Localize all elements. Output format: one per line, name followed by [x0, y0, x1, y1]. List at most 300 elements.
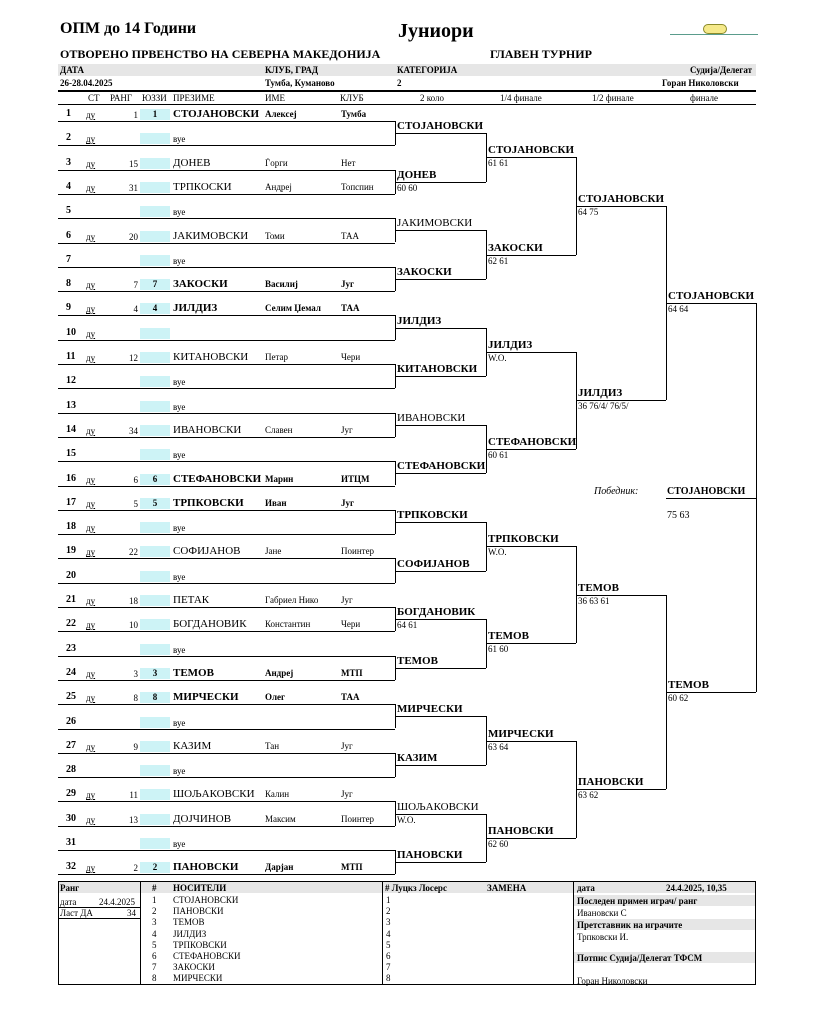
player-surname: ПАНОВСКИ	[173, 861, 239, 874]
round2-winner: СОФИЈАНОВ	[397, 557, 470, 570]
header-rule	[58, 90, 756, 92]
seed-cell	[140, 255, 170, 266]
player-rank: 12	[129, 353, 138, 363]
seed-cell	[140, 133, 170, 144]
winner-line	[666, 498, 756, 499]
seed-cell	[140, 741, 170, 752]
seed-number: 3	[152, 917, 157, 928]
seed-cell	[140, 619, 170, 630]
footer-sign-label: Потпис Судија/Делегат ТФСМ	[577, 953, 703, 963]
final-score: 64 64	[668, 304, 689, 315]
player-line	[58, 801, 395, 802]
player-rank: 20	[129, 231, 138, 242]
player-line	[58, 388, 395, 389]
player-rank: 2	[133, 863, 138, 874]
player-name: Калин	[265, 789, 290, 800]
winner-label: Победник:	[594, 486, 639, 497]
round2-line	[395, 522, 486, 523]
player-surname: вуе	[173, 523, 186, 534]
player-club: Југ	[341, 595, 353, 605]
player-seed: 6	[152, 473, 158, 484]
player-surname: СТОЈАНОВСКИ	[173, 108, 260, 120]
player-name: Тан	[265, 740, 280, 751]
player-club: Топспин	[341, 181, 374, 192]
player-line	[58, 340, 395, 341]
seed-cell	[140, 838, 170, 849]
seed-number: 1	[152, 895, 157, 905]
player-name: Селим Џемал	[265, 303, 321, 314]
footer-rank-rule	[58, 907, 140, 908]
entry-status: ду	[86, 231, 96, 242]
player-club: Чери	[341, 619, 361, 630]
player-surname: ЗАКОСКИ	[173, 278, 228, 291]
player-club: ТАА	[341, 303, 360, 314]
draw-position: 27	[66, 739, 76, 751]
round2-winner: СТЕФАНОВСКИ	[397, 460, 486, 473]
entry-status: ду	[86, 863, 96, 874]
player-surname: КИТАНОВСКИ	[173, 351, 249, 363]
player-line	[58, 194, 395, 195]
player-club: Југ	[341, 424, 353, 435]
player-rank: 31	[129, 182, 138, 193]
entry-status: ду	[86, 814, 96, 825]
draw-name: ГЛАВЕН ТУРНИР	[490, 47, 592, 61]
draw-position: 5	[66, 205, 71, 217]
category-title: Јуниори	[398, 20, 474, 42]
col-seed: ЮЗЗИ	[142, 93, 167, 103]
entry-status: ду	[86, 523, 96, 534]
category-value: 2	[397, 78, 402, 88]
entry-status: ду	[86, 304, 96, 315]
entry-status: ду	[86, 425, 96, 436]
qf-winner: ПАНОВСКИ	[488, 824, 554, 837]
seed-number: 5	[152, 939, 157, 950]
footer-hash: #	[152, 883, 157, 893]
round2-winner: ПАНОВСКИ	[397, 849, 463, 862]
player-name: Максим	[265, 813, 296, 824]
col-rank: РАНГ	[110, 93, 133, 103]
player-rank: 5	[133, 498, 138, 509]
player-seed: 4	[152, 303, 158, 314]
player-name: Марин	[265, 473, 294, 484]
category-label: КАТЕГОРИЈА	[397, 65, 458, 75]
player-line	[58, 364, 395, 365]
footer-rep: Трпковски И.	[577, 932, 629, 942]
lucky-loser-number: 2	[386, 906, 391, 917]
player-seed: 1	[152, 109, 158, 119]
entry-status: ду	[86, 741, 96, 752]
draw-position: 16	[66, 472, 76, 484]
player-surname: БОГДАНОВИК	[173, 618, 247, 631]
round2-winner: СТОЈАНОВСКИ	[397, 120, 484, 133]
seed-cell	[140, 328, 170, 339]
tournament-name: ОТВОРЕНО ПРВЕНСТВО НА СЕВЕРНА МАКЕДОНИЈА	[60, 47, 381, 61]
draw-position: 24	[66, 666, 76, 678]
player-club: Југ	[341, 740, 353, 751]
seed-cell	[140, 595, 170, 606]
winner-score: 75 63	[667, 510, 690, 521]
col-quarterfinal: 1/4 финале	[500, 93, 542, 103]
referee-label: Судија/Делегат	[690, 65, 753, 75]
round2-winner: КАЗИМ	[397, 751, 438, 764]
draw-position: 18	[66, 521, 76, 533]
footer-seeds-label: НОСИТЕЛИ	[173, 883, 227, 893]
draw-position: 2	[66, 132, 71, 144]
player-rank: 22	[129, 547, 138, 558]
player-rank: 6	[133, 474, 138, 485]
footer-date-label: дата	[60, 897, 77, 907]
player-rank: 7	[133, 280, 138, 291]
seed-cell	[140, 231, 170, 242]
player-rank: 18	[129, 596, 138, 606]
col-name: ИМЕ	[265, 93, 285, 103]
draw-position: 12	[66, 375, 76, 387]
qf-winner: МИРЧЕСКИ	[488, 727, 554, 740]
player-name: Габриел Нико	[265, 595, 319, 605]
qf-score: W.O.	[488, 352, 507, 363]
qf-score: 61 60	[488, 644, 509, 655]
entry-status: ду	[86, 110, 96, 120]
player-line	[58, 534, 395, 535]
footer-rank-label: Ранг	[60, 883, 80, 893]
player-line	[58, 680, 395, 681]
player-surname: вуе	[173, 717, 186, 728]
player-line	[58, 486, 395, 487]
seed-number: 7	[152, 962, 157, 973]
seed-player: ЈИЛДИЗ	[173, 928, 207, 939]
round2-winner: ШОЉАКОВСКИ	[397, 800, 479, 813]
round2-winner: ТЕМОВ	[397, 654, 438, 667]
qf-score: 62 61	[488, 255, 509, 266]
player-line	[58, 437, 395, 438]
footer-last-value: 34	[127, 908, 136, 918]
seed-number: 8	[152, 973, 157, 984]
column-rule	[58, 104, 756, 105]
seed-player: МИРЧЕСКИ	[173, 973, 223, 984]
seed-player: ПАНОВСКИ	[173, 906, 224, 917]
qf-winner: СТЕФАНОВСКИ	[488, 436, 576, 449]
seed-player: ТЕМОВ	[173, 917, 205, 928]
draw-position: 11	[66, 351, 76, 362]
draw-position: 31	[66, 837, 76, 848]
col-club: КЛУБ	[340, 93, 364, 103]
player-club: ИТЦМ	[341, 473, 370, 484]
player-seed: 7	[152, 279, 158, 290]
referee-value: Горан Николовски	[662, 78, 739, 88]
player-line	[58, 267, 395, 268]
player-club: Југ	[341, 789, 353, 800]
entry-status: ду	[86, 547, 96, 558]
draw-position: 20	[66, 569, 76, 581]
round2-score: 60 60	[397, 182, 418, 193]
seed-cell	[140, 352, 170, 363]
player-line	[58, 874, 395, 875]
seed-cell	[140, 546, 170, 557]
player-surname: ИВАНОВСКИ	[173, 423, 242, 436]
player-line	[58, 777, 395, 778]
player-name: Андреј	[265, 181, 292, 192]
player-surname: вуе	[173, 207, 186, 218]
player-name: Јане	[265, 546, 282, 557]
draw-position: 26	[66, 715, 76, 727]
seed-cell	[140, 717, 170, 728]
draw-position: 22	[66, 618, 76, 630]
player-name: Константин	[265, 619, 311, 630]
round2-score: 64 61	[397, 620, 418, 631]
draw-position: 6	[66, 229, 71, 241]
qf-score: 61 61	[488, 158, 509, 169]
round2-winner: КИТАНОВСКИ	[397, 363, 478, 376]
footer-dt-label: дата	[577, 883, 595, 893]
draw-position: 10	[66, 326, 76, 338]
player-name: Иван	[265, 497, 287, 508]
seed-cell	[140, 401, 170, 412]
player-line	[58, 243, 395, 244]
sf-winner: ТЕМОВ	[578, 581, 619, 594]
seed-cell	[140, 571, 170, 582]
seed-cell	[140, 449, 170, 460]
logo-icon	[703, 24, 727, 34]
qf-score: 62 60	[488, 838, 509, 849]
player-line	[58, 704, 395, 705]
seed-player: ТРПКОВСКИ	[173, 939, 227, 950]
lucky-loser-number: 7	[386, 962, 391, 973]
entry-status: ду	[86, 693, 96, 704]
player-surname: ДОЈЧИНОВ	[173, 812, 232, 825]
player-club: ТАА	[341, 230, 360, 241]
player-line	[58, 631, 395, 632]
player-surname: ТРПКОСКИ	[173, 180, 232, 193]
lucky-loser-number: 8	[386, 973, 391, 984]
player-club: Југ	[341, 497, 355, 508]
player-name: Томи	[265, 230, 285, 241]
seed-cell	[140, 182, 170, 193]
seed-player: ЗАКОСКИ	[173, 962, 215, 973]
qf-score: 63 64	[488, 741, 509, 752]
player-club: Југ	[341, 279, 355, 290]
sf-winner: ЈИЛДИЗ	[578, 387, 623, 400]
player-surname: вуе	[173, 644, 186, 655]
qf-score: 60 61	[488, 450, 509, 461]
footer-date-value: 24.4.2025	[99, 897, 135, 907]
player-surname: КАЗИМ	[173, 739, 212, 752]
seed-cell	[140, 158, 170, 169]
draw-position: 9	[66, 302, 71, 314]
player-line	[58, 729, 395, 730]
lucky-loser-number: 1	[386, 895, 391, 905]
player-rank: 1	[133, 110, 138, 120]
draw-position: 23	[66, 642, 76, 654]
seed-cell	[140, 765, 170, 776]
footer-rep-label: Претставник на играчите	[577, 920, 683, 930]
draw-position: 14	[66, 423, 76, 435]
player-rank: 34	[129, 425, 138, 436]
seed-cell	[140, 522, 170, 533]
player-surname: ДОНЕВ	[173, 156, 211, 169]
footer-sign: Горан Николовски	[577, 976, 648, 986]
round2-line	[395, 425, 486, 426]
entry-status: ду	[86, 596, 96, 606]
player-rank: 8	[133, 693, 138, 704]
player-surname: вуе	[173, 377, 186, 388]
player-surname: ЈАКИМОВСКИ	[173, 229, 249, 242]
entry-status: ду	[86, 353, 96, 363]
round2-line	[395, 716, 486, 717]
player-surname: ШОЉАКОВСКИ	[173, 788, 255, 801]
footer-last-received: Ивановски С	[577, 908, 627, 918]
player-club: Чери	[341, 352, 361, 362]
draw-position: 28	[66, 764, 76, 776]
player-line	[58, 850, 395, 851]
draw-position: 19	[66, 545, 76, 557]
seed-player: СТЕФАНОВСКИ	[173, 951, 241, 961]
sf-score: 36 63 61	[578, 595, 610, 606]
seed-cell	[140, 425, 170, 436]
draw-position: 15	[66, 448, 76, 460]
draw-position: 21	[66, 594, 76, 605]
player-club: ТАА	[341, 692, 360, 703]
footer-rank-rule-2	[58, 918, 140, 919]
player-rank: 15	[129, 158, 138, 169]
round2-line	[395, 376, 486, 377]
qf-winner: ЗАКОСКИ	[488, 241, 543, 254]
entry-status: ду	[86, 668, 96, 679]
date-value: 26-28.04.2025	[60, 78, 113, 88]
player-name: Андреј	[265, 667, 294, 678]
round2-winner: ТРПКОВСКИ	[397, 508, 468, 521]
round2-winner: БОГДАНОВИК	[397, 606, 476, 619]
col-surname: ПРЕЗИМЕ	[173, 93, 215, 103]
seed-number: 6	[152, 951, 157, 961]
seed-player: СТОЈАНОВСКИ	[173, 895, 239, 905]
entry-status: ду	[86, 158, 96, 169]
draw-position: 7	[66, 253, 71, 265]
round2-line	[395, 862, 486, 863]
footer-dt-value: 24.4.2025, 10,35	[666, 883, 727, 893]
player-surname: вуе	[173, 571, 186, 582]
sf-score: 36 76/4/ 76/5/	[578, 401, 629, 412]
winner-name: СТОЈАНОВСКИ	[667, 486, 746, 497]
entry-status: ду	[86, 134, 96, 145]
player-line	[58, 607, 395, 608]
player-club: Тумба	[341, 109, 367, 119]
entry-status: ду	[86, 182, 96, 193]
col-semifinal: 1/2 финале	[592, 93, 634, 103]
player-club: Нет	[341, 157, 356, 168]
round2-winner: ЈАКИМОВСКИ	[397, 217, 473, 230]
player-line	[58, 218, 395, 219]
event-title: ОПМ до 14 Години	[60, 20, 197, 37]
lucky-loser-number: 6	[386, 951, 391, 961]
player-surname: ПЕТАК	[173, 594, 210, 606]
seed-cell	[140, 376, 170, 387]
player-line	[58, 145, 395, 146]
col-final: финале	[690, 93, 719, 103]
col-round2: 2 коло	[420, 93, 445, 103]
footer-divider-2	[382, 881, 383, 985]
draw-position: 25	[66, 691, 76, 703]
player-surname: ТЕМОВ	[173, 666, 214, 679]
player-seed: 5	[152, 497, 158, 508]
player-surname: ЈИЛДИЗ	[173, 302, 218, 315]
qf-winner: ТРПКОВСКИ	[488, 533, 559, 546]
seed-number: 4	[152, 928, 157, 939]
footer-divider-1	[140, 881, 141, 985]
player-line	[58, 510, 395, 511]
final-entry: СТОЈАНОВСКИ	[668, 290, 755, 303]
player-name: Олег	[265, 692, 286, 703]
draw-position: 3	[66, 156, 71, 168]
player-rank: 4	[133, 304, 138, 315]
round2-score: W.O.	[397, 814, 416, 825]
sf-score: 63 62	[578, 790, 599, 801]
player-line	[58, 121, 395, 122]
entry-status: ду	[86, 280, 96, 291]
draw-position: 32	[66, 861, 76, 873]
logo-underline	[670, 34, 758, 35]
player-surname: вуе	[173, 450, 186, 461]
entry-status: ду	[86, 328, 96, 339]
footer-replace-label: ЗАМЕНА	[487, 883, 527, 893]
round2-line	[395, 668, 486, 669]
player-rank: 11	[129, 790, 138, 801]
col-st: СТ	[88, 93, 100, 103]
player-line	[58, 413, 395, 414]
player-name: Дарјан	[265, 862, 294, 873]
player-line	[58, 583, 395, 584]
qf-winner: ТЕМОВ	[488, 630, 529, 643]
player-surname: МИРЧЕСКИ	[173, 691, 239, 704]
draw-position: 29	[66, 788, 76, 800]
lucky-loser-number: 3	[386, 917, 391, 928]
lucky-loser-number: 4	[386, 928, 391, 939]
qf-score: W.O.	[488, 547, 507, 558]
final-score: 60 62	[668, 693, 689, 704]
seed-cell	[140, 206, 170, 217]
player-rank: 3	[133, 668, 138, 679]
round2-winner: ДОНЕВ	[397, 168, 437, 181]
player-rank: 9	[133, 741, 138, 752]
player-name: Славен	[265, 424, 293, 435]
sf-winner: СТОЈАНОВСКИ	[578, 193, 665, 206]
entry-status: ду	[86, 474, 96, 485]
round2-line	[395, 230, 486, 231]
draw-position: 13	[66, 399, 76, 411]
draw-position: 17	[66, 496, 76, 508]
footer-lucky-losers-label: # Луцкз Лосерс	[385, 883, 447, 893]
qf-winner: СТОЈАНОВСКИ	[488, 144, 575, 157]
draw-position: 1	[66, 108, 71, 119]
player-name: Василиј	[265, 279, 298, 290]
player-surname: вуе	[173, 255, 186, 266]
draw-position: 8	[66, 278, 71, 290]
player-line	[58, 753, 395, 754]
round2-line	[395, 133, 486, 134]
draw-position: 30	[66, 812, 76, 824]
player-line	[58, 826, 395, 827]
round2-line	[395, 571, 486, 572]
player-rank: 10	[129, 620, 138, 631]
lucky-loser-number: 5	[386, 939, 391, 950]
player-line	[58, 558, 395, 559]
round2-winner: ИВАНОВСКИ	[397, 411, 466, 424]
player-surname: вуе	[173, 839, 186, 849]
date-label: ДАТА	[60, 65, 84, 75]
player-name: Петар	[265, 352, 289, 362]
player-club: МТП	[341, 862, 363, 873]
entry-status: ду	[86, 790, 96, 801]
entry-status: ду	[86, 498, 96, 509]
